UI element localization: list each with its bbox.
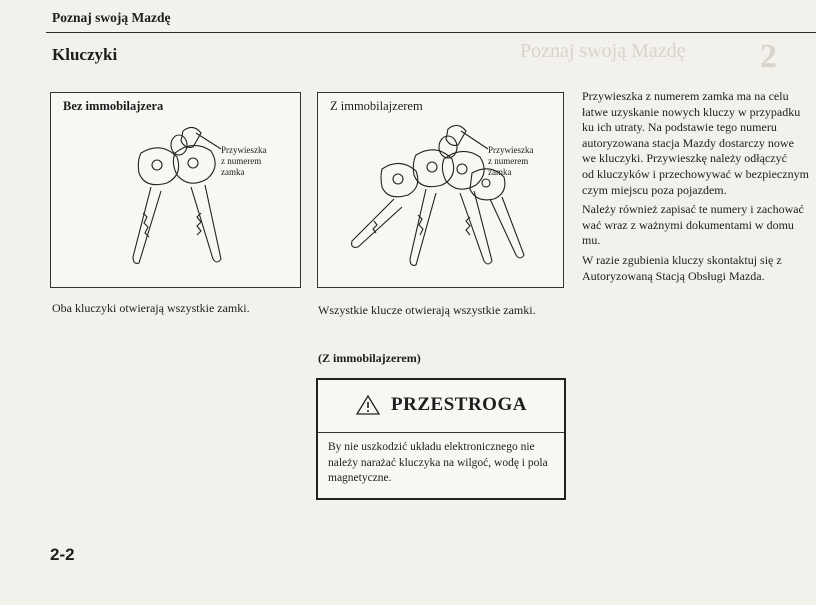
warning-header — [318, 380, 564, 430]
figure-title: Bez immobilajzera — [63, 99, 164, 113]
section-title: Kluczyki — [52, 45, 118, 64]
immobilizer-note: (Z immobilajzerem) — [318, 351, 421, 365]
paragraph-record-numbers: Należy również zapisać te numery i zachować wać wraz z ważnymi dokumentami w domu mu. — [582, 202, 804, 248]
caption-right: Wszystkie klucze otwierają wszystkie zamki. — [318, 303, 536, 317]
warning-title: PRZESTROGA — [391, 394, 527, 415]
header-rule — [46, 32, 816, 33]
keys-illustration-icon — [318, 93, 563, 287]
paragraph-lost-keys: W razie zgubienia kluczy skontaktuj się z Autoryzowaną Stacją Obsługi Mazda. — [582, 252, 782, 283]
bleed-through-number: 2 — [760, 38, 777, 75]
keys-illustration-icon — [51, 93, 300, 287]
page-number: 2-2 — [50, 545, 75, 564]
paragraph-tag-info: Przywieszka z numerem zamka ma na celu łatwe uzyskanie nowych kluczy w przypadku ku ich utraty. Na podstawie tego numeru autoryzowana stacja Mazdy dostarczy nowe we kluczyki. Przywieszkę należy odłączyć od kluczyków i przechowywać w bezpiecznym czym miejscu poza pojazdem. — [582, 89, 809, 197]
header-title: Poznaj swoją Mazdę — [52, 10, 171, 25]
tag-callout: Przywieszka z numerem zamka — [488, 145, 534, 177]
warning-box — [316, 378, 566, 500]
caption-left: Oba kluczyki otwierają wszystkie zamki. — [52, 301, 250, 315]
bleed-through-text: Poznaj swoją Mazdę — [520, 40, 686, 62]
figure-title: Z immobilajzerem — [330, 99, 423, 113]
figure-keys-with-immobilizer — [317, 92, 564, 288]
warning-triangle-icon — [355, 394, 381, 416]
right-column-text — [582, 89, 816, 288]
warning-divider — [318, 432, 564, 433]
warning-body: By nie uszkodzić układu elektronicznego nie należy narażać kluczyka na wilgoć, wodę i pola magnetyczne. — [328, 441, 548, 484]
tag-callout: Przywieszka z numerem zamka — [221, 145, 267, 177]
figure-keys-without-immobilizer — [50, 92, 301, 288]
